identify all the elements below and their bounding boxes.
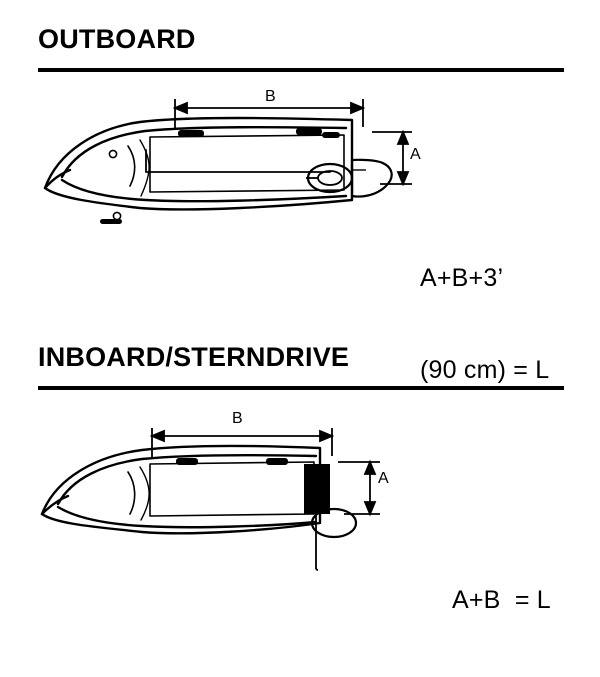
dimension-label-a-outboard: A — [410, 146, 421, 163]
dimension-label-a-inboard: A — [378, 470, 389, 487]
dimension-label-b-inboard: B — [232, 410, 243, 427]
formula-line-1-inboard: A+B = L — [452, 586, 551, 614]
section-title-inboard-sterndrive: INBOARD/STERNDRIVE — [38, 342, 350, 372]
dimension-label-b-outboard: B — [265, 88, 276, 105]
formula-line-1-outboard: A+B+3’ — [420, 264, 504, 292]
formula-inboard-sterndrive — [452, 524, 551, 677]
section-inboard-sterndrive — [0, 312, 600, 614]
formula-line-2-outboard: (90 cm) = L — [420, 355, 550, 384]
section-title-outboard: OUTBOARD — [38, 24, 196, 54]
